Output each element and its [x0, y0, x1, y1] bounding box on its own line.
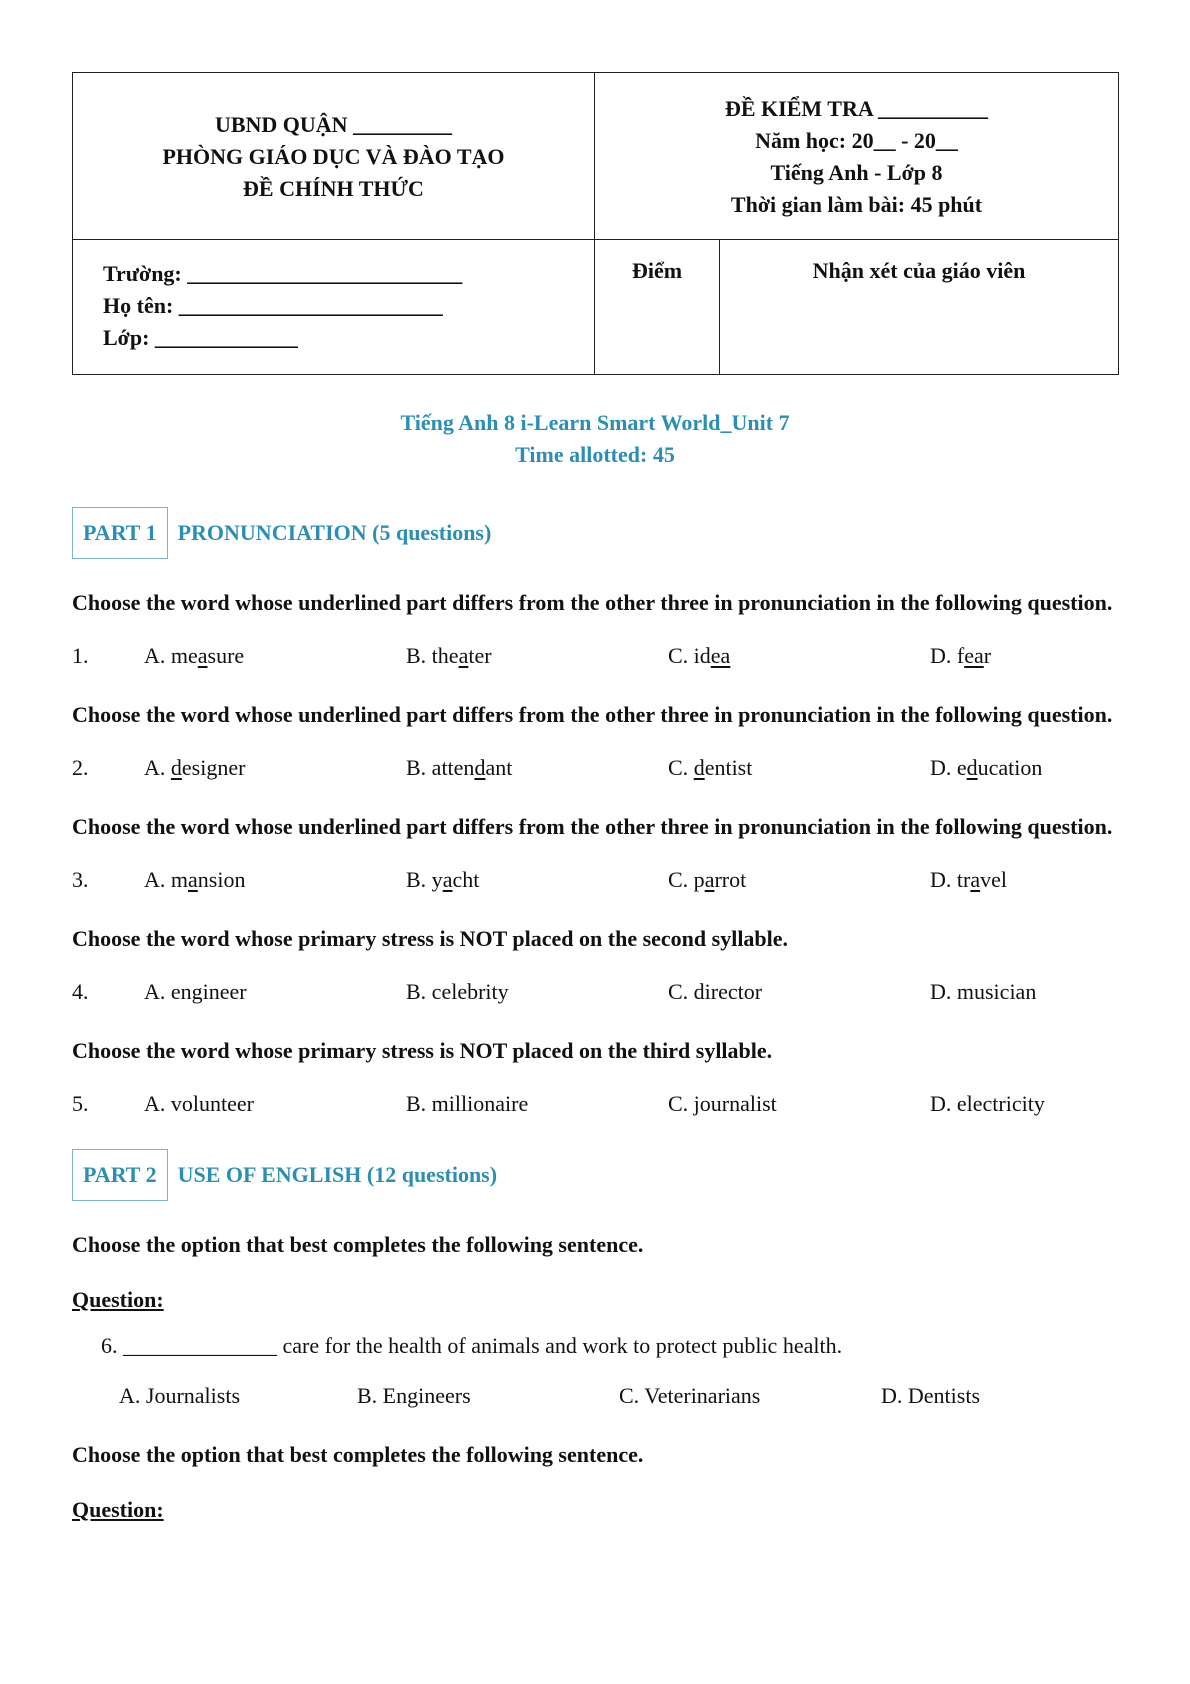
- instruction: Choose the word whose underlined part differs from the other three in pronunciation in the following question.: [72, 590, 1113, 615]
- option-d: D. electricity: [930, 1091, 1045, 1116]
- option-a: A. measure: [144, 643, 245, 668]
- question-number: 4.: [72, 979, 89, 1004]
- instruction: Choose the option that best completes the following sentence.: [72, 1232, 644, 1257]
- school-year-line: Năm học: 20__ - 20__: [755, 128, 958, 153]
- exam-title: [72, 407, 1118, 471]
- part1-label: PART 1: [72, 507, 168, 559]
- instruction: Choose the word whose primary stress is NOT placed on the second syllable.: [72, 926, 789, 951]
- question-label: Question:: [72, 1287, 164, 1312]
- name-field: Họ tên: ________________________: [103, 293, 443, 318]
- option-a: A. engineer: [144, 979, 247, 1004]
- official-line: ĐỀ CHÍNH THỨC: [243, 176, 424, 201]
- option-c: C. journalist: [668, 1091, 777, 1116]
- options-row: [72, 1381, 1118, 1411]
- score-label: Điểm: [631, 258, 683, 283]
- exam-title-line1: Tiếng Anh 8 i-Learn Smart World_Unit 7: [400, 410, 790, 435]
- school-field: Trường: _________________________: [103, 261, 463, 286]
- part1-title: PRONUNCIATION (5 questions): [177, 520, 492, 545]
- instruction: Choose the option that best completes the following sentence.: [72, 1442, 644, 1467]
- option-b: B. theater: [406, 643, 492, 668]
- part2-label: PART 2: [72, 1149, 168, 1201]
- option-a: A. designer: [144, 755, 246, 780]
- teacher-comment-label: Nhận xét của giáo viên: [812, 258, 1026, 283]
- question-row: [72, 641, 1118, 671]
- question-number: 3.: [72, 867, 89, 892]
- option-d: D. musician: [930, 979, 1037, 1004]
- option-c: C. idea: [668, 643, 731, 668]
- option-b: B. Engineers: [357, 1383, 471, 1408]
- option-c: C. dentist: [668, 755, 753, 780]
- question-row: [72, 977, 1118, 1007]
- question-row: [72, 865, 1118, 895]
- option-a: A. Journalists: [119, 1383, 240, 1408]
- score-cell: [595, 240, 720, 375]
- instruction: Choose the word whose underlined part differs from the other three in pronunciation in the following question.: [72, 702, 1113, 727]
- subject-line: Tiếng Anh - Lớp 8: [770, 160, 943, 185]
- underlined-part: d: [966, 755, 978, 780]
- district-line: UBND QUẬN _________: [214, 112, 453, 137]
- option-b: B. celebrity: [406, 979, 509, 1004]
- underlined-part: a: [442, 867, 453, 892]
- department-line: PHÒNG GIÁO DỤC VÀ ĐÀO TẠO: [162, 144, 505, 169]
- option-a: A. mansion: [144, 867, 246, 892]
- option-c: C. Veterinarians: [619, 1383, 761, 1408]
- option-d: D. Dentists: [881, 1383, 980, 1408]
- underlined-part: a: [970, 867, 981, 892]
- instruction: Choose the word whose primary stress is NOT placed on the third syllable.: [72, 1038, 773, 1063]
- underlined-part: a: [188, 867, 198, 892]
- underlined-part: a: [197, 643, 208, 668]
- exam-title-line2: Time allotted: 45: [515, 442, 675, 467]
- underlined-part: d: [474, 755, 486, 780]
- question-label: Question:: [72, 1497, 164, 1522]
- part2-title: USE OF ENGLISH (12 questions): [177, 1162, 498, 1187]
- header-right-cell: [595, 73, 1119, 240]
- underlined-part: ea: [710, 643, 731, 668]
- exam-name-line: ĐỀ KIỂM TRA __________: [725, 96, 989, 121]
- option-b: B. yacht: [406, 867, 480, 892]
- teacher-comment-cell: [720, 240, 1119, 375]
- question-number: 1.: [72, 643, 89, 668]
- class-field: Lớp: _____________: [103, 325, 298, 350]
- underlined-part: ea: [964, 643, 984, 668]
- instruction: Choose the word whose underlined part differs from the other three in pronunciation in the following question.: [72, 814, 1113, 839]
- option-d: D. education: [930, 755, 1043, 780]
- question-row: [72, 1089, 1118, 1119]
- part2-heading: [72, 1149, 1118, 1201]
- exam-page: [72, 72, 1118, 1525]
- header-table: [72, 72, 1119, 375]
- option-c: C. director: [668, 979, 763, 1004]
- underlined-part: d: [170, 755, 182, 780]
- duration-line: Thời gian làm bài: 45 phút: [730, 192, 983, 217]
- student-info-cell: [73, 240, 595, 375]
- question-row: [72, 753, 1118, 783]
- underlined-part: a: [458, 643, 469, 668]
- question-number: 5.: [72, 1091, 89, 1116]
- option-d: D. travel: [930, 867, 1007, 892]
- option-c: C. parrot: [668, 867, 747, 892]
- underlined-part: a: [704, 867, 715, 892]
- part1-heading: [72, 507, 1118, 559]
- option-b: B. millionaire: [406, 1091, 529, 1116]
- option-b: B. attendant: [406, 755, 513, 780]
- question-stem: 6. ______________ care for the health of animals and work to protect public health.: [101, 1333, 843, 1358]
- question-number: 2.: [72, 755, 89, 780]
- option-a: A. volunteer: [144, 1091, 254, 1116]
- underlined-part: d: [693, 755, 705, 780]
- header-left-cell: [73, 73, 595, 240]
- option-d: D. fear: [930, 643, 992, 668]
